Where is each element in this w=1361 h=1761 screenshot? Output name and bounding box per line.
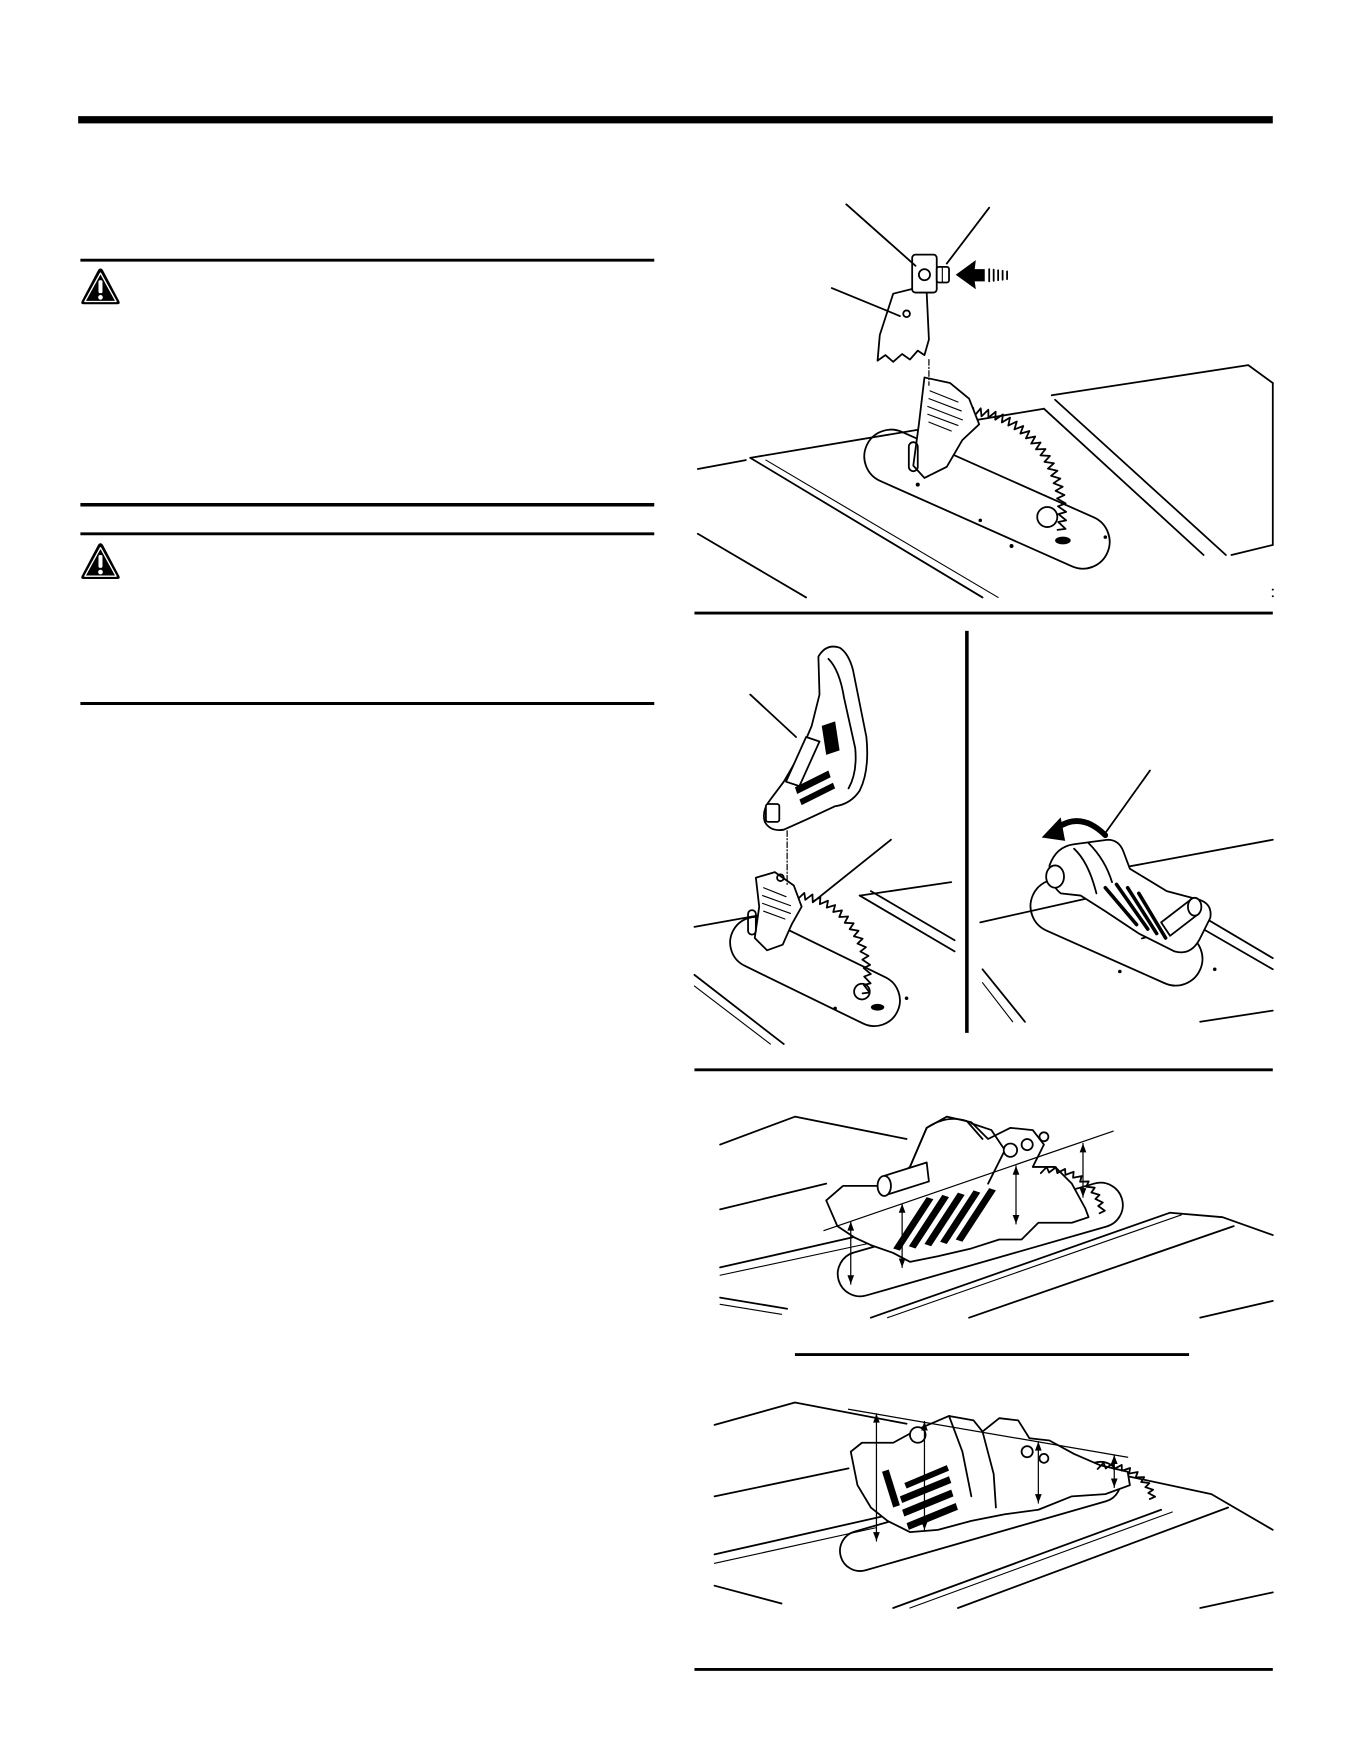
- table-edge: [1200, 1011, 1273, 1022]
- throat-plate-hole: [1037, 507, 1057, 527]
- table-edge: [715, 1516, 882, 1554]
- figure-guard-height-check-side: [715, 1403, 1273, 1608]
- table-screw: [1118, 970, 1122, 974]
- table-extension-edge: [1052, 365, 1273, 395]
- anti-kickback-pawl-assembly: [878, 255, 949, 362]
- blade-guard-shell: [764, 647, 867, 831]
- warning-exclamation-bar: [98, 555, 102, 568]
- push-arrow-icon: [956, 260, 1007, 289]
- pawl-screw: [1039, 1132, 1048, 1141]
- edge-mark-dot: [1272, 595, 1274, 597]
- table-edge: [1055, 400, 1226, 555]
- table-edge: [694, 975, 783, 1044]
- leader-line: [947, 208, 989, 264]
- riving-knife-slot: [748, 910, 756, 935]
- push-arrow-head: [956, 260, 985, 289]
- throat-plate-screw: [1010, 544, 1014, 548]
- rotate-arrow-icon: [1042, 817, 1106, 840]
- warning-exclamation-bar: [98, 280, 102, 293]
- table-edge: [715, 1586, 782, 1604]
- figure-blade-guard-lowering: [694, 647, 954, 1045]
- table-edge: [698, 460, 746, 469]
- pawl-screw: [1022, 1139, 1033, 1150]
- figure-blade-guard-locking: [980, 771, 1273, 1022]
- table-edge: [720, 1298, 787, 1309]
- blade-guard-handle-end: [1188, 898, 1201, 916]
- blade-guard-handle-end: [878, 1176, 891, 1196]
- blade-guard: [826, 1117, 1088, 1262]
- table-edge: [720, 1242, 876, 1276]
- leader-line: [750, 695, 796, 737]
- riving-knife: [909, 377, 979, 478]
- throat-plate-latch: [1055, 537, 1071, 545]
- blade-guard: [764, 647, 867, 831]
- pawl-screw: [1022, 1446, 1033, 1457]
- table-extension-edge: [1200, 1592, 1273, 1608]
- miter-slot-edge: [694, 986, 770, 1044]
- riving-knife: [748, 872, 802, 950]
- throat-plate-outline: [721, 908, 908, 1034]
- table-extension-edge: [1231, 545, 1272, 555]
- saw-table: [694, 882, 954, 1044]
- figure-riving-knife-install: [698, 204, 1274, 597]
- pawl-screw: [1039, 1454, 1048, 1463]
- throat-plate-latch: [871, 1004, 884, 1011]
- table-screw: [1213, 967, 1217, 971]
- throat-plate-screw: [916, 483, 920, 487]
- miter-slot-edge: [766, 460, 998, 597]
- warning-exclamation-dot: [98, 295, 103, 300]
- blade-guard-mount: [766, 804, 779, 822]
- saw-table: [698, 365, 1273, 597]
- table-edge: [980, 896, 1099, 923]
- table-edge: [1044, 409, 1204, 555]
- rotate-arrow-head: [1042, 817, 1065, 840]
- table-edge: [871, 891, 955, 940]
- riving-knife-plate: [755, 872, 802, 950]
- pawl-screw: [1004, 1143, 1017, 1156]
- warning-triangle-icon: [81, 543, 120, 579]
- table-edge: [983, 969, 1025, 1021]
- figure-guard-height-check-front: [720, 1117, 1273, 1318]
- throat-plate-outline: [856, 421, 1119, 577]
- leader-line: [1105, 771, 1150, 834]
- throat-plate: [721, 908, 908, 1034]
- edge-mark-dot: [1272, 589, 1274, 591]
- warning-block-2: [80, 534, 654, 704]
- table-screw: [905, 997, 909, 1001]
- table-edge: [958, 1508, 1228, 1609]
- pawl-plate: [878, 287, 929, 362]
- table-extension-edge: [1116, 840, 1272, 869]
- figure-edge-mark: [1272, 589, 1274, 598]
- header-rule: [78, 116, 1273, 123]
- table-screw: [1104, 535, 1108, 539]
- warning-triangle-icon: [81, 269, 120, 305]
- leader-line: [846, 204, 915, 265]
- push-arrow-tail: [989, 269, 1007, 281]
- table-extension-edge: [1170, 1213, 1273, 1235]
- warning-exclamation-dot: [98, 570, 103, 575]
- throat-plate: [856, 421, 1119, 577]
- table-edge: [715, 1468, 849, 1496]
- throat-plate-hole: [854, 984, 870, 1000]
- table-screw: [978, 519, 982, 523]
- table-edge: [860, 896, 955, 952]
- table-screw: [833, 1007, 837, 1011]
- table-edge: [750, 458, 982, 598]
- table-edge: [720, 1117, 906, 1145]
- table-edge: [720, 1184, 826, 1210]
- pawl-bracket: [912, 255, 937, 293]
- warning-block-1: [80, 260, 654, 505]
- table-extension-edge: [1200, 1301, 1273, 1318]
- table-edge: [698, 534, 806, 598]
- blade-guard-knob: [1046, 865, 1064, 887]
